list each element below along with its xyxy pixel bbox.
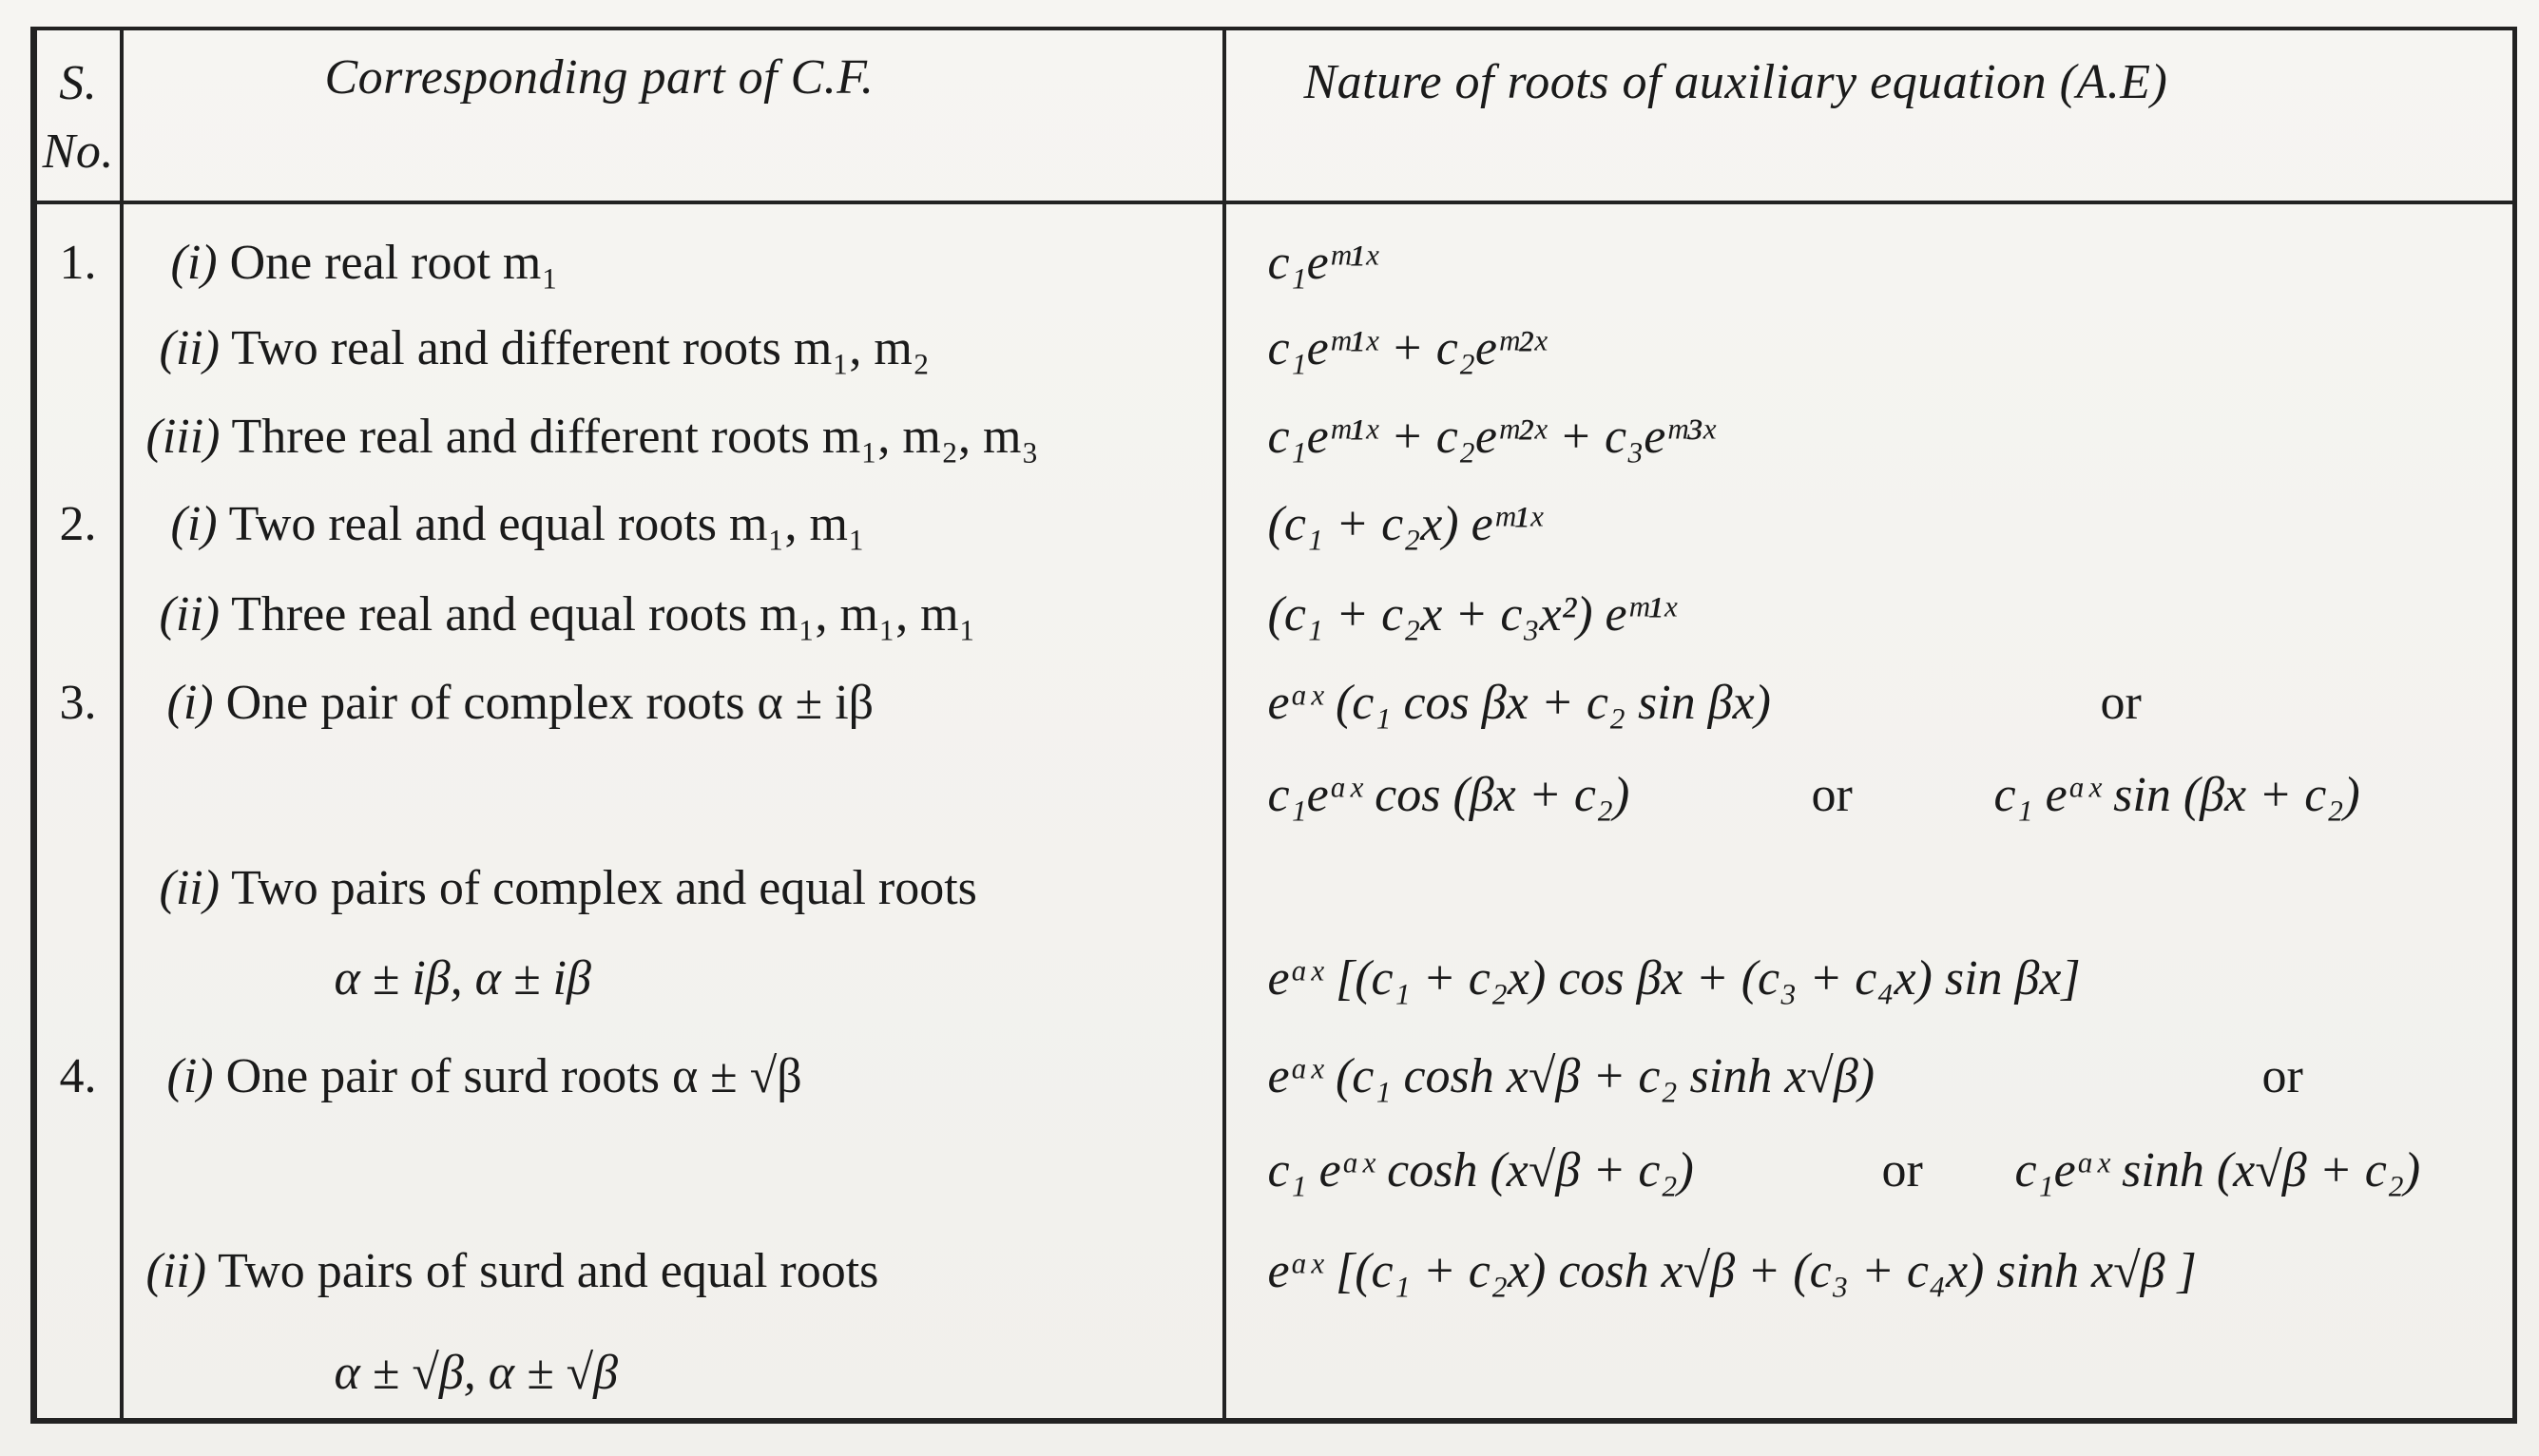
list-item: α ± √β, α ± √β xyxy=(334,1346,619,1400)
row-number: 4. xyxy=(59,1049,97,1103)
formula: c₁ eᵅˣ cosh (x√β + c₂) xyxy=(1267,1143,1694,1197)
sno-header-line1: S. xyxy=(59,56,98,110)
list-item: (ii) Two pairs of complex and equal roots xyxy=(159,861,977,915)
list-item: (ii) Two real and different roots m₁, m₂ xyxy=(159,321,930,375)
part-header: Corresponding part of C.F. xyxy=(122,29,1224,202)
formula: c₁ eᵅˣ sin (βx + c₂) xyxy=(1993,768,2360,822)
list-item: (ii) Three real and equal roots m₁, m₁, m₁ xyxy=(159,587,976,642)
list-item: (ii) Two pairs of surd and equal roots xyxy=(145,1244,879,1298)
list-item: α ± iβ, α ± iβ xyxy=(334,951,591,1006)
formula: (c₁ + c₂x) eᵐ¹ˣ xyxy=(1267,497,1543,551)
row-number: 1. xyxy=(59,236,97,290)
nature-column xyxy=(1224,202,2515,1421)
list-item: (i) Two real and equal roots m₁, m₁ xyxy=(170,497,866,551)
formula: c₁eᵐ¹ˣ + c₂eᵐ²ˣ + c₃eᵐ³ˣ xyxy=(1267,410,1716,464)
formula: eᵅˣ (c₁ cos βx + c₂ sin βx) xyxy=(1267,676,1771,730)
or-connector: or xyxy=(1881,1143,1923,1197)
nature-header: Nature of roots of auxiliary equation (A.E) xyxy=(1224,29,2515,202)
table-body-row xyxy=(34,202,2515,1421)
list-item: (i) One pair of complex roots α ± iβ xyxy=(166,676,875,730)
formula: c₁eᵅˣ sinh (x√β + c₂) xyxy=(2014,1143,2421,1197)
formula: eᵅˣ (c₁ cosh x√β + c₂ sinh x√β) xyxy=(1267,1049,1875,1103)
row-number: 2. xyxy=(59,497,97,551)
complementary-function-table xyxy=(30,27,2517,1424)
list-item: (i) One real root m₁ xyxy=(170,236,559,290)
list-item: (i) One pair of surd roots α ± √β xyxy=(166,1049,802,1103)
table-header-row xyxy=(34,29,2515,202)
sno-column xyxy=(34,202,122,1421)
formula: (c₁ + c₂x + c₃x²) eᵐ¹ˣ xyxy=(1267,587,1677,642)
or-connector: or xyxy=(2100,676,2142,730)
formula: eᵅˣ [(c₁ + c₂x) cosh x√β + (c₃ + c₄x) sinh x√β ] xyxy=(1267,1244,2197,1298)
sno-header-line2: No. xyxy=(42,125,114,179)
sno-header xyxy=(34,29,122,202)
part-column xyxy=(122,202,1224,1421)
or-connector: or xyxy=(2261,1049,2303,1103)
row-number: 3. xyxy=(59,676,97,730)
formula: c₁eᵐ¹ˣ + c₂eᵐ²ˣ xyxy=(1267,321,1547,375)
or-connector: or xyxy=(1811,768,1853,822)
list-item: (iii) Three real and different roots m₁, m₂, m₃ xyxy=(145,410,1039,464)
formula: c₁eᵅˣ cos (βx + c₂) xyxy=(1267,768,1630,822)
formula: c₁eᵐ¹ˣ xyxy=(1267,236,1378,290)
formula: eᵅˣ [(c₁ + c₂x) cos βx + (c₃ + c₄x) sin βx] xyxy=(1267,951,2081,1006)
